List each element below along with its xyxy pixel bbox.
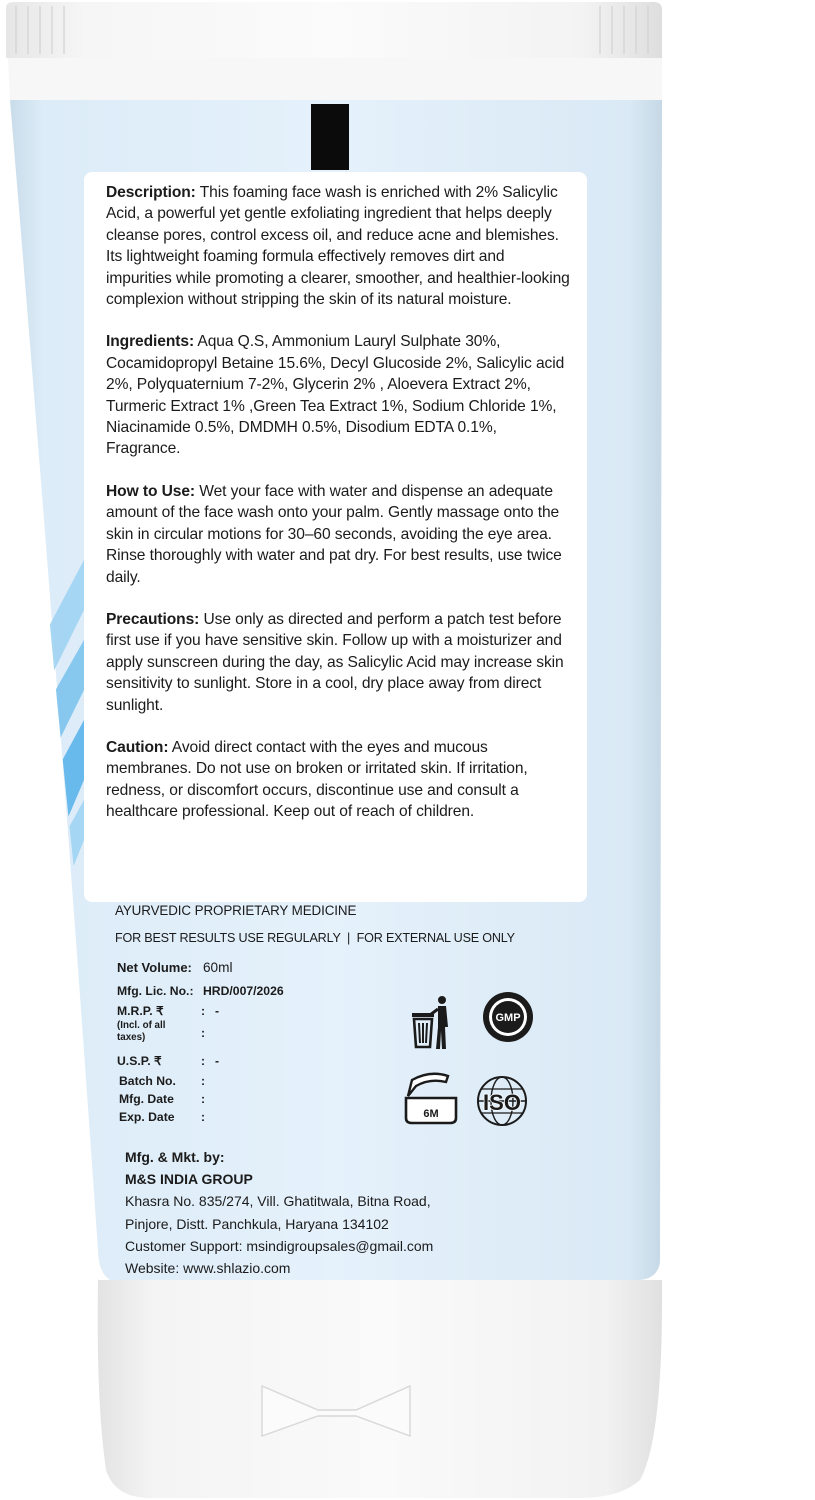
mfg-lic-value: HRD/007/2026	[203, 984, 284, 998]
mfg-date-colon: :	[201, 1092, 206, 1106]
how-to-use-label: How to Use:	[106, 482, 195, 500]
usage-line: FOR BEST RESULTS USE REGULARLY | FOR EXTERNAL USE ONLY	[115, 931, 515, 945]
precautions-text: Use only as directed and perform a patch test before first use if you have sensitive skin. Follow up with a moisturizer and apply sunscreen during the day, as Salicylic Acid may increase skin sensitivity to sunlight. Store in a cool, dry place away from direct sunlight.	[106, 610, 564, 714]
ayurvedic-line: AYURVEDIC PROPRIETARY MEDICINE	[115, 903, 357, 918]
mrp-note-colon: :	[201, 1026, 206, 1040]
gmp-seal-icon	[482, 990, 534, 1044]
info-panel	[84, 172, 587, 902]
gmp-label: GMP	[495, 1012, 521, 1024]
address-line-1: Khasra No. 835/274, Vill. Ghatitwala, Bitna Road,	[125, 1193, 431, 1210]
precautions-label: Precautions:	[106, 610, 200, 628]
caution-section	[106, 737, 573, 823]
exp-date-label: Exp. Date	[119, 1110, 175, 1124]
address-line-2: Pinjore, Distt. Panchkula, Haryana 134102	[125, 1215, 389, 1232]
tube-crimp	[6, 2, 662, 58]
mfg-heading: Mfg. & Mkt. by:	[125, 1149, 225, 1165]
caution-label: Caution:	[106, 738, 169, 756]
ingredients-label: Ingredients:	[106, 333, 195, 351]
net-volume-label: Net Volume:	[117, 960, 192, 975]
net-volume-value: 60ml	[203, 960, 233, 975]
how-to-use-section	[106, 481, 573, 588]
caution-text: Avoid direct contact with the eyes and mucous membranes. Do not use on broken or irritated skin. If irritation, redness, or discomfort occurs, discontinue use and consult a healthcare professional. Keep out of reach of children.	[106, 738, 528, 821]
customer-support: Customer Support: msindigroupsales@gmail.com	[125, 1237, 434, 1254]
exp-date-colon: :	[201, 1110, 206, 1124]
description-section	[106, 182, 573, 310]
tube-bottom	[98, 1280, 662, 1498]
description-label: Description:	[106, 184, 196, 201]
iso-label: ISO	[483, 1090, 521, 1115]
precautions-section	[106, 609, 573, 716]
mrp-note: (Incl. of all taxes)	[117, 1020, 166, 1043]
mfg-lic-label: Mfg. Lic. No.:	[117, 984, 194, 998]
description-text: This foaming face wash is enriched with 2% Salicylic Acid, a powerful yet gentle exfoliating ingredient that helps deeply cleanse pores, control excess oil, and reduce acne and blemishes. Its lightweight foaming formula effectively removes dirt and impurities while promoting a clearer, smoother, and healthier-looking complexion without stripping the skin of its natural moisture.	[106, 184, 570, 309]
mfg-date-label: Mfg. Date	[119, 1092, 174, 1106]
manufacturer-block	[125, 1146, 433, 1279]
iso-globe-icon	[474, 1074, 530, 1132]
batch-label: Batch No.	[119, 1074, 176, 1088]
website: Website: www.shlazio.com	[125, 1260, 291, 1277]
how-to-use-text: Wet your face with water and dispense an adequate amount of the face wash onto your palm. Gently massage onto the skin in circular motions for 30–60 seconds, avoiding the eye area. Rinse thoroughly with water and pat dry. For best results, use twice daily.	[106, 482, 562, 586]
mrp-colon: :	[201, 1004, 206, 1018]
usp-label: U.S.P. ₹	[117, 1054, 162, 1068]
usp-value: -	[215, 1054, 220, 1068]
pao-label: 6M	[423, 1108, 439, 1120]
batch-colon: :	[201, 1074, 206, 1088]
ingredients-text: Aqua Q.S, Ammonium Lauryl Sulphate 30%, Cocamidopropyl Betaine 15.6%, Decyl Glucoside 2%, Salicylic acid 2%, Polyquaternium 7-2%, Glycerin 2% , Aloevera Extract 2%, Turmeric Extract 1% ,Green Tea Extract 1%, Sodium Chloride 1%, Niacinamide 0.5%, DMDMH 0.5%, Disodium EDTA 0.1%, Fragrance.	[106, 333, 565, 458]
eyemark	[311, 104, 349, 170]
company-name: M&S INDIA GROUP	[125, 1171, 253, 1188]
usp-colon: :	[201, 1054, 206, 1068]
mrp-value: -	[215, 1004, 220, 1018]
ingredients-section	[106, 331, 573, 459]
mrp-label: M.R.P. ₹	[117, 1004, 164, 1018]
pao-jar-icon	[400, 1070, 462, 1126]
dispose-bin-icon	[408, 995, 456, 1051]
